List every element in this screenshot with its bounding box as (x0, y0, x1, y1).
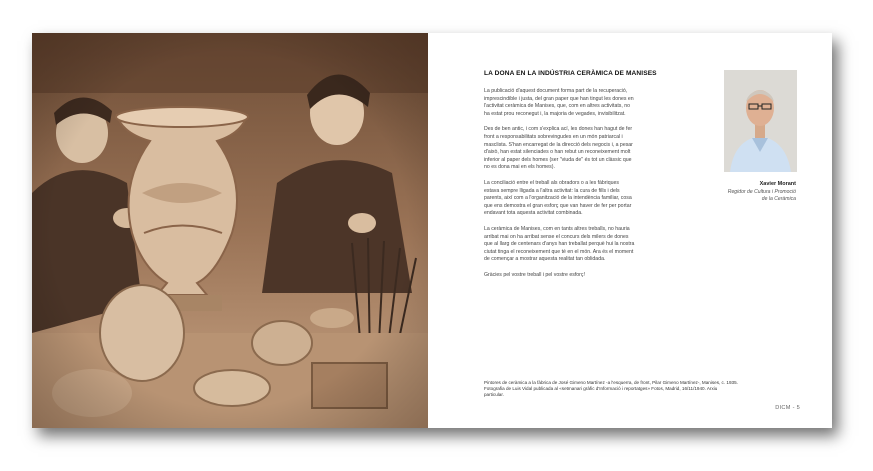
article-heading: LA DONA EN LA INDÚSTRIA CERÀMICA DE MANISES (484, 70, 657, 77)
author-portrait (724, 70, 797, 172)
article-body (484, 88, 635, 287)
paragraph: La publicació d'aquest document forma part de la recuperació, imprescindible i justa, del gran paper que han tingut les dones en l'activitat ceràmica de Manises, que, com en altres activitats, no ha estat prou reconegut i, la majoria de vegades, invisibilitzat. (484, 88, 634, 117)
signature-role-line: de la Ceràmica (761, 196, 796, 202)
signature-role (678, 189, 796, 203)
paragraph: Gràcies pel vostre treball i pel vostre esforç! (484, 271, 585, 278)
signature-role-line: Regidor de Cultura i Promoció (727, 189, 796, 195)
historic-photo-ceramic-painters (32, 33, 428, 428)
book-spread (32, 33, 832, 428)
paragraph: Des de ben antic, i com s'explica ací, les dones han hagut de fer front a responsabilitats sobrevingudes en un món patriarcal i masclista. S'han encarregat de la direcció dels negocis i, a pesar d'això, han estat silenciades o han rebut un reconeixement molt inferior al paper dels homes (ser "viuda de" és tot un clàssic que no es dona mai en els homes). (484, 126, 633, 171)
page-number: DICM - 5 (775, 405, 800, 411)
text-page (428, 33, 832, 428)
paragraph: La conciliació entre el treball als obradors o a les fàbriques estava sempre lligada a l'altra activitat: la cura de fills i dels parents, així com a l'organització de la intendència familiar, cosa que ens demostra el gran esforç que van haver de fer per portar endavant tota aquesta activitat combinada. (484, 179, 632, 217)
photo-caption: Pintores de ceràmica a la fàbrica de José Gimeno Martínez -a l'esquerra, de front, Pilar Gimeno Martínez-, Manises, c. 1935. Fotografia de Luis Vidal publicada al «setmanari gràfic d'Informació i reportatges» Fotos, Madrid, 16/11/1940. Arxiu particular. (484, 380, 738, 398)
paragraph: La ceràmica de Manises, com en tants altres treballs, no hauria arribat mai on ha arribat sense el concurs dels milers de dones que al llarg de centenars d'anys han treballat perquè hui la nostra ciutat tinga el reconeixement que té en el món. Ara és el moment de començar a mostrar aquesta realitat tan oblidada. (484, 225, 635, 263)
signature-name: Xavier Morant (759, 181, 796, 187)
